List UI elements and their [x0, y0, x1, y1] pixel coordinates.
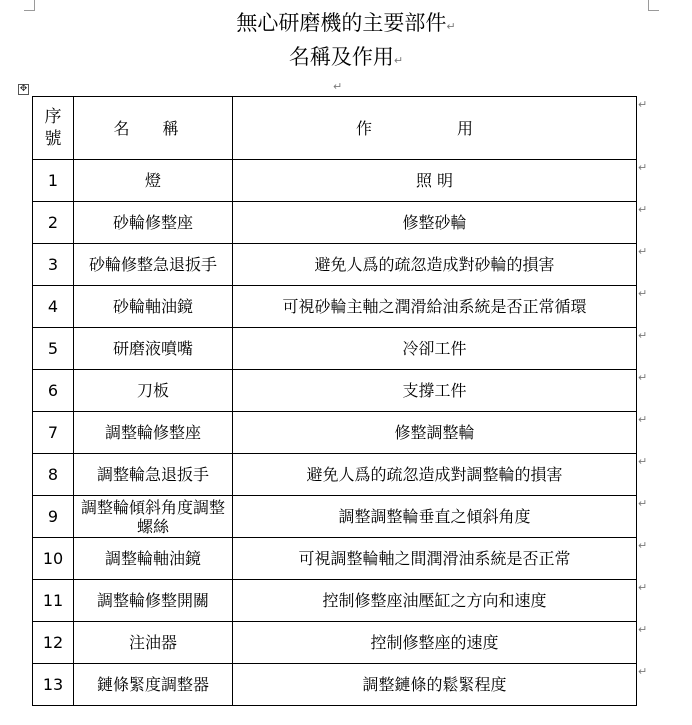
cell-index-text: 5: [47, 339, 59, 358]
cell-name-text: 砂輪軸油鏡: [112, 297, 193, 316]
cell-index-text: 12: [42, 633, 64, 652]
cell-name-text: 研磨液噴嘴: [112, 339, 193, 358]
paragraph-mark: ↵: [638, 329, 648, 342]
cell-index: [33, 622, 74, 664]
cell-function: [233, 580, 637, 622]
paragraph-mark: ↵: [638, 287, 648, 300]
table-row: [33, 160, 637, 202]
paragraph-mark: ↵: [638, 497, 648, 510]
table-row: [33, 622, 637, 664]
paragraph-mark: ↵: [638, 203, 648, 216]
cell-function-text: 照 明: [415, 171, 454, 190]
cell-index-text: 9: [47, 507, 59, 526]
cell-index-text: 11: [42, 591, 64, 610]
cell-function-text: 避免人爲的疏忽造成對調整輪的損害: [306, 465, 563, 484]
cell-name: [74, 622, 233, 664]
cell-index: [33, 580, 74, 622]
cell-function: [233, 454, 637, 496]
cell-function-text: 冷卻工件: [402, 339, 467, 358]
cell-index-text: 7: [47, 423, 59, 442]
cell-function: [233, 202, 637, 244]
paragraph-mark: ↵: [638, 665, 648, 678]
header-function: [233, 97, 637, 160]
cell-function-text: 可視砂輪主軸之潤滑給油系統是否正常循環: [282, 297, 587, 316]
cell-name-text: 刀板: [136, 381, 169, 400]
cell-function: [233, 286, 637, 328]
cell-name-text: 燈: [144, 171, 161, 190]
parts-table: [32, 96, 637, 706]
paragraph-mark: ↵: [638, 455, 648, 468]
paragraph-mark: ↵: [638, 581, 648, 594]
cell-function: [233, 370, 637, 412]
paragraph-mark: ↵: [638, 413, 648, 426]
table-row: [33, 412, 637, 454]
cell-name: [74, 370, 233, 412]
cell-function-text: 控制修整座的速度: [370, 633, 499, 652]
cell-index: [33, 202, 74, 244]
cell-name-text: 注油器: [128, 633, 177, 652]
cell-name: [74, 454, 233, 496]
cell-index: [33, 286, 74, 328]
cell-function: [233, 538, 637, 580]
cell-index-text: 6: [47, 381, 59, 400]
table-row: [33, 664, 637, 706]
cell-name-text: 調整輪軸油鏡: [104, 549, 201, 568]
header-index: [33, 97, 74, 160]
table-row: [33, 244, 637, 286]
table-row: [33, 580, 637, 622]
paragraph-mark: ↵: [638, 161, 648, 174]
cell-function: [233, 244, 637, 286]
cell-index: [33, 244, 74, 286]
title-text-1: 無心研磨機的主要部件: [236, 11, 447, 35]
cell-function-text: 調整鏈條的鬆緊程度: [362, 675, 507, 694]
paragraph-mark: ↵: [638, 623, 648, 636]
table-row: [33, 454, 637, 496]
cell-function: [233, 496, 637, 538]
cell-index-text: 4: [47, 297, 59, 316]
cell-index: [33, 412, 74, 454]
cell-index: [33, 538, 74, 580]
cell-index: [33, 160, 74, 202]
table-row: [33, 370, 637, 412]
cell-name: [74, 160, 233, 202]
cell-name: [74, 244, 233, 286]
cell-index-text: 2: [47, 213, 59, 232]
cell-index-text: 3: [47, 255, 59, 274]
header-name-text: 名 稱: [113, 118, 193, 138]
cell-name: [74, 664, 233, 706]
header-function-text: 作 用: [355, 118, 514, 138]
title-line-1: [0, 8, 692, 42]
paragraph-mark: ↵: [638, 371, 648, 384]
cell-name-text: 調整輪修整座: [104, 423, 201, 442]
cell-name: [74, 496, 233, 538]
document-title: [0, 8, 692, 76]
cell-name-text: 砂輪修整座: [112, 213, 193, 232]
paragraph-mark: ↵: [333, 80, 343, 93]
cell-name: [74, 538, 233, 580]
cell-index: [33, 370, 74, 412]
paragraph-mark: ↵: [638, 539, 648, 552]
cell-name: [74, 580, 233, 622]
paragraph-mark: ↵: [638, 98, 648, 111]
title-text-2: 名稱及作用: [288, 45, 394, 69]
cell-function-text: 修整調整輪: [394, 423, 475, 442]
table-row: [33, 286, 637, 328]
title-line-2: [0, 42, 692, 76]
cell-index-text: 10: [42, 549, 64, 568]
cell-function: [233, 328, 637, 370]
cell-index: [33, 664, 74, 706]
header-name: [74, 97, 233, 160]
cell-name-text: 鏈條緊度調整器: [96, 675, 209, 694]
paragraph-mark: ↵: [446, 20, 456, 33]
cell-function: [233, 160, 637, 202]
cell-name: [74, 328, 233, 370]
cell-function-text: 支撐工件: [402, 381, 467, 400]
cell-name-text: 調整輪修整開關: [96, 591, 209, 610]
cell-index: [33, 496, 74, 538]
cell-index-text: 1: [47, 171, 59, 190]
cell-name-text: 調整輪傾斜角度調整螺絲: [80, 497, 225, 536]
cell-index-text: 13: [42, 675, 64, 694]
paragraph-mark: ↵: [393, 54, 404, 67]
header-index-text: 序號: [44, 107, 62, 149]
cell-function: [233, 622, 637, 664]
cell-function-text: 控制修整座油壓缸之方向和速度: [322, 591, 547, 610]
cell-name: [74, 412, 233, 454]
cell-function: [233, 664, 637, 706]
table-row: [33, 538, 637, 580]
table-header-row: [33, 97, 637, 160]
cell-name: [74, 286, 233, 328]
table-row: [33, 328, 637, 370]
cell-index-text: 8: [47, 465, 59, 484]
cell-function-text: 調整調整輪垂直之傾斜角度: [338, 507, 531, 526]
cell-function: [233, 412, 637, 454]
cell-function-text: 修整砂輪: [402, 213, 467, 232]
cell-function-text: 避免人爲的疏忽造成對砂輪的損害: [314, 255, 555, 274]
paragraph-mark: ↵: [638, 245, 648, 258]
cell-index: [33, 454, 74, 496]
table-row: [33, 202, 637, 244]
cell-name-text: 調整輪急退扳手: [96, 465, 209, 484]
table-move-handle-icon[interactable]: ✥: [19, 84, 28, 94]
cell-index: [33, 328, 74, 370]
cell-name: [74, 202, 233, 244]
cell-name-text: 砂輪修整急退扳手: [88, 255, 217, 274]
table-row: [33, 496, 637, 538]
cell-function-text: 可視調整輪軸之間潤滑油系統是否正常: [298, 549, 571, 568]
